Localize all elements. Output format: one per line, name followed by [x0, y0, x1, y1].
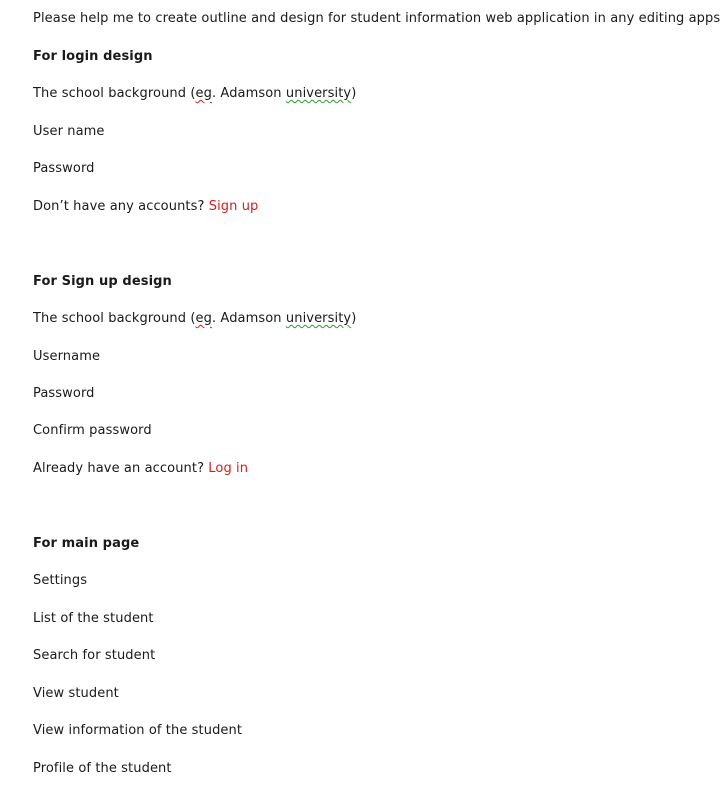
signup-link[interactable]: Sign up	[208, 199, 259, 214]
main-item-view-information: View information of the student	[33, 723, 243, 738]
signup-school-background	[33, 310, 356, 328]
signup-heading: For Sign up design	[33, 274, 172, 289]
signup-password-label: Password	[33, 386, 95, 401]
main-item-settings: Settings	[33, 573, 88, 588]
login-link[interactable]: Log in	[208, 461, 249, 476]
intro-text: Please help me to create outline and design for student information web application in any editing apps	[33, 11, 721, 26]
spell-error-eg: eg	[195, 311, 212, 326]
main-item-student-list: List of the student	[33, 611, 154, 626]
login-school-background	[33, 85, 356, 103]
login-password-label: Password	[33, 161, 95, 176]
school-bg-mid: . Adamson	[211, 86, 286, 101]
school-bg-suffix: )	[351, 86, 357, 101]
school-bg-prefix: The school background (	[33, 86, 196, 101]
signup-prompt-text: Don’t have any accounts?	[33, 199, 209, 214]
login-signup-prompt	[33, 198, 258, 216]
login-heading: For login design	[33, 49, 153, 64]
school-bg-prefix: The school background (	[33, 311, 196, 326]
signup-confirm-password-label: Confirm password	[33, 423, 152, 438]
school-bg-mid: . Adamson	[211, 311, 286, 326]
grammar-error-university: university	[285, 86, 352, 101]
grammar-error-university: university	[285, 311, 352, 326]
main-heading: For main page	[33, 536, 140, 551]
signup-login-prompt	[33, 460, 248, 478]
signup-username-label: Username	[33, 349, 101, 364]
spell-error-eg: eg	[195, 86, 212, 101]
main-item-view-student: View student	[33, 686, 119, 701]
login-prompt-text: Already have an account?	[33, 461, 209, 476]
main-item-search-student: Search for student	[33, 648, 156, 663]
main-item-student-profile: Profile of the student	[33, 761, 172, 776]
school-bg-suffix: )	[351, 311, 357, 326]
login-username-label: User name	[33, 124, 105, 139]
